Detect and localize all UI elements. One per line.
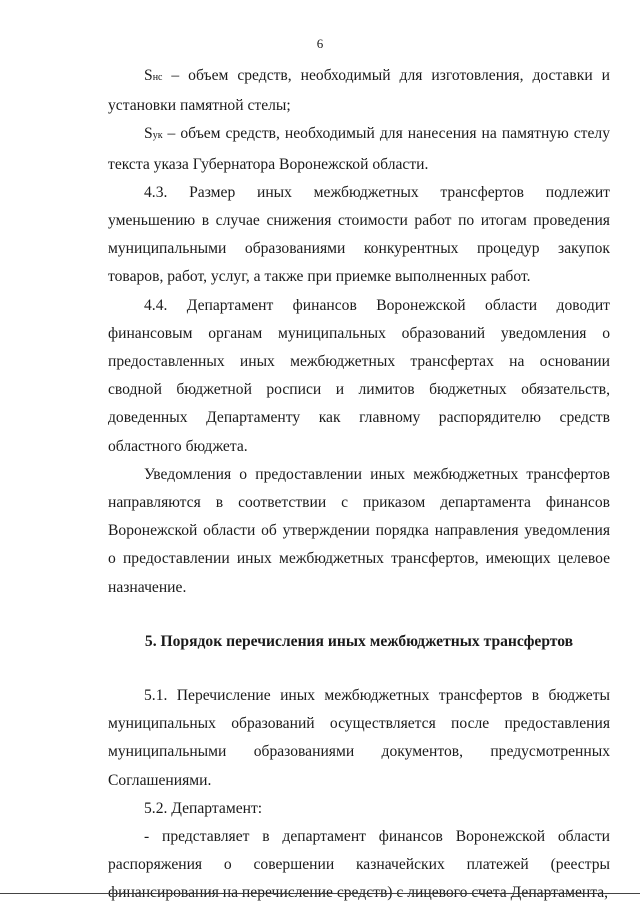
paragraph-snc: [108, 62, 610, 120]
snc-text: – объем средств, необходимый для изготовления, доставки и установки памятной стелы;: [108, 67, 610, 115]
snc-symbol: S: [144, 67, 153, 84]
footer-rule: [0, 893, 640, 894]
syk-subscript: ук: [152, 130, 163, 142]
page-number: 6: [316, 36, 324, 51]
paragraph-5-1: 5.1. Перечисление иных межбюджетных трансфертов в бюджеты муниципальных образований осуществляется после предоставления муниципальными образованиями документов, предусмотренных Соглашениями.: [108, 687, 610, 789]
paragraph-notifications: Уведомления о предоставлении иных межбюджетных трансфертов направляются в соответствии с приказом департамента финансов Воронежской области об утверждении порядка направления уведомления о предоставлении иных межбюджетных трансфертов, имеющих целевое назначение.: [108, 465, 610, 596]
paragraph-4-3: 4.3. Размер иных межбюджетных трансфертов подлежит уменьшению в случае снижения стоимости работ по итогам проведения муниципальными образованиями конкурентных процедур закупок товаров, работ, услуг, а также при приемке выполненных работ.: [108, 183, 610, 286]
syk-text: – объем средств, необходимый для нанесения на памятную стелу текста указа Губернатора Воронежской области.: [108, 125, 610, 173]
document-body: [108, 62, 610, 908]
snc-subscript: нс: [152, 72, 163, 83]
syk-symbol: S: [144, 125, 153, 143]
section-5-heading: 5. Порядок перечисления иных межбюджетных трансфертов: [144, 632, 574, 650]
paragraph-syk: [108, 120, 610, 178]
paragraph-5-2-item: - представляет в департамент финансов Воронежской области распоряжения о совершении казначейских платежей (реестры финансирования на перечисление средств) с лицевого счета Департамента,: [108, 828, 610, 902]
paragraph-4-4: 4.4. Департамент финансов Воронежской области доводит финансовым органам муниципальных образований уведомления о предоставленных иных межбюджетных трансфертах на основании сводной бюджетной росписи и лимитов бюджетных обязательств, доведенных Департаменту как главному распорядителю средств областного бюджета.: [108, 296, 610, 455]
paragraph-5-2: 5.2. Департамент:: [144, 799, 263, 817]
